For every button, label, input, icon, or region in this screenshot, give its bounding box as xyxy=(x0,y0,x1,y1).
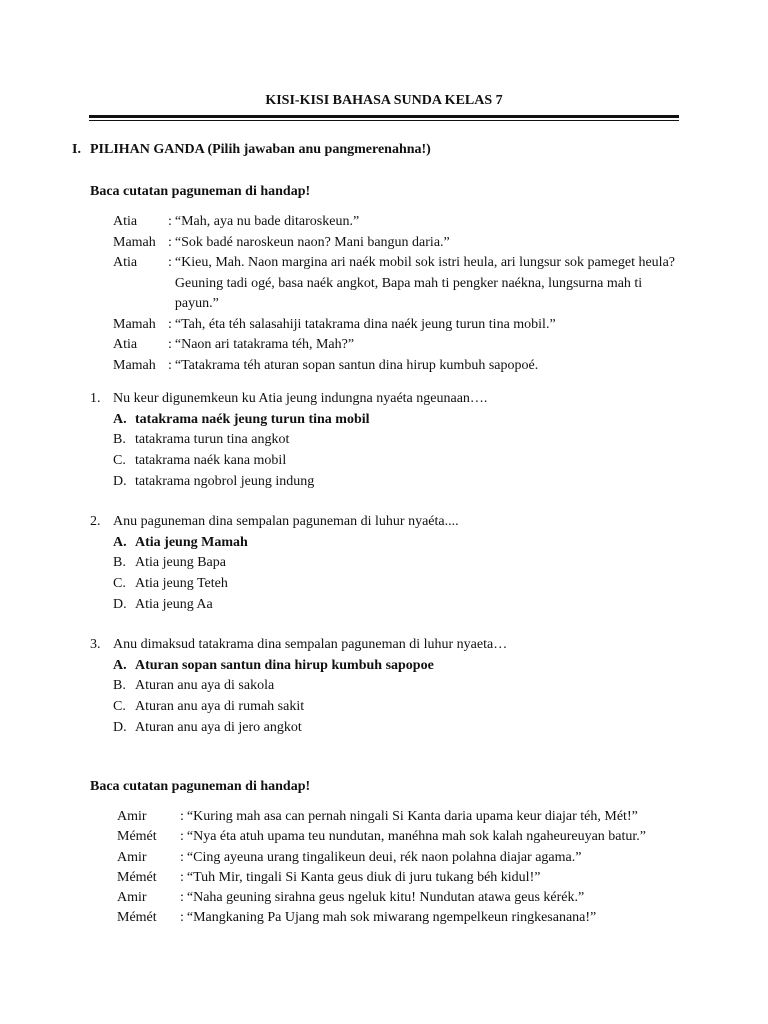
reading-instruction-2: Baca cutatan paguneman di handap! xyxy=(90,779,311,794)
speaker-separator: : xyxy=(180,849,184,865)
dialog-line xyxy=(117,848,687,868)
question-stem xyxy=(90,389,690,410)
dialog-text: “Mangkaning Pa Ujang mah sok miwarang ngempelkeun ringkesanana!” xyxy=(186,910,597,926)
dialog-line xyxy=(117,827,687,847)
answer-option xyxy=(90,553,690,574)
dialog-line xyxy=(113,212,683,233)
dialog-text: “Tuh Mir, tingali Si Kanta geus diuk di juru tukang béh kidul!” xyxy=(186,869,541,885)
speaker-name: Amir xyxy=(117,809,147,824)
speaker-separator: : xyxy=(180,890,184,906)
answer-option xyxy=(90,472,690,493)
dialog-text: “Naha geuning sirahna geus ngeluk kitu! Nundutan atawa geus kérék.” xyxy=(186,890,585,906)
option-text: tatakrama naék jeung turun tina mobil xyxy=(135,411,370,427)
option-letter: C. xyxy=(113,453,126,469)
option-letter: B. xyxy=(113,555,126,571)
section-number: I. xyxy=(72,142,81,157)
dialog-line xyxy=(117,807,687,827)
option-letter: D. xyxy=(113,719,127,735)
option-text: tatakrama ngobrol jeung indung xyxy=(135,473,315,489)
speaker-separator: : xyxy=(168,316,172,332)
question-number: 1. xyxy=(90,391,101,406)
speaker-name: Mémét xyxy=(117,829,157,845)
dialog-text: “Mah, aya nu bade ditaroskeun.” xyxy=(174,214,360,229)
option-text: Atia jeung Aa xyxy=(135,596,213,612)
answer-option xyxy=(90,697,690,718)
speaker-name: Atia xyxy=(113,337,138,352)
option-text: Aturan anu aya di jero angkot xyxy=(135,719,302,735)
option-letter: C. xyxy=(113,699,126,715)
reading-instruction-1: Baca cutatan paguneman di handap! xyxy=(90,184,311,199)
speaker-name: Mémét xyxy=(117,869,157,885)
speaker-separator: : xyxy=(180,809,184,824)
option-letter: B. xyxy=(113,678,126,694)
question-number: 3. xyxy=(90,637,101,652)
speaker-separator: : xyxy=(168,357,172,373)
answer-option xyxy=(90,451,690,472)
dialog-line xyxy=(113,335,683,356)
answer-option xyxy=(90,595,690,616)
section-heading xyxy=(72,142,431,158)
dialog-line xyxy=(117,868,687,888)
question-text: Anu paguneman dina sempalan paguneman di luhur nyaéta.... xyxy=(113,514,459,529)
dialog-text: “Kieu, Mah. Naon margina ari naék mobil sok istri heula, ari lungsur sok pameget heula? Geuning tadi ogé, basa naék angkot, Bapa mah ti pengker naékna, lungsurna mah ti payun.” xyxy=(174,255,675,311)
speaker-separator: : xyxy=(180,869,184,885)
question-text: Nu keur digunemkeun ku Atia jeung indungna nyaéta ngeunaan…. xyxy=(113,391,488,406)
dialog-line xyxy=(113,233,683,254)
speaker-separator: : xyxy=(168,255,172,270)
dialog-line xyxy=(113,356,683,377)
option-text: tatakrama turun tina angkot xyxy=(135,432,290,448)
option-letter: D. xyxy=(113,596,127,612)
dialog-text: “Naon ari tatakrama téh, Mah?” xyxy=(174,337,355,352)
answer-option-correct xyxy=(90,533,690,554)
question-1 xyxy=(90,389,690,493)
option-letter: B. xyxy=(113,432,126,448)
question-stem xyxy=(90,635,690,656)
option-text: tatakrama naék kana mobil xyxy=(135,453,287,469)
dialog-line xyxy=(117,888,687,908)
speaker-name: Amir xyxy=(117,890,147,906)
answer-option-correct xyxy=(90,410,690,431)
speaker-name: Amir xyxy=(117,849,147,865)
answer-option xyxy=(90,430,690,451)
speaker-separator: : xyxy=(168,234,172,250)
speaker-name: Mamah xyxy=(113,357,156,373)
speaker-name: Mamah xyxy=(113,316,156,332)
answer-option xyxy=(90,718,690,739)
speaker-name: Mémét xyxy=(117,910,157,926)
option-letter: A. xyxy=(113,534,127,550)
speaker-separator: : xyxy=(168,337,172,352)
speaker-name: Mamah xyxy=(113,234,156,250)
title-divider xyxy=(89,115,679,121)
question-text: Anu dimaksud tatakrama dina sempalan paguneman di luhur nyaeta… xyxy=(113,637,508,652)
dialog-2 xyxy=(117,807,687,929)
question-stem xyxy=(90,512,690,533)
option-text: Atia jeung Mamah xyxy=(135,534,248,550)
answer-option xyxy=(90,676,690,697)
dialog-line xyxy=(117,908,687,928)
answer-option-correct xyxy=(90,656,690,677)
document-title: KISI-KISI BAHASA SUNDA KELAS 7 xyxy=(265,93,503,108)
question-number: 2. xyxy=(90,514,101,529)
option-text: Aturan anu aya di sakola xyxy=(135,678,275,694)
dialog-text: “Kuring mah asa can pernah ningali Si Kanta daria upama keur diajar téh, Mét!” xyxy=(186,809,638,824)
dialog-text: “Tah, éta téh salasahiji tatakrama dina naék jeung turun tina mobil.” xyxy=(174,316,556,332)
option-text: Aturan anu aya di rumah sakit xyxy=(135,699,305,715)
option-letter: C. xyxy=(113,576,126,592)
dialog-text: “Nya éta atuh upama teu nundutan, manéhna mah sok kalah ngaheureuyan batur.” xyxy=(186,829,646,845)
speaker-separator: : xyxy=(180,910,184,926)
speaker-separator: : xyxy=(180,829,184,845)
section-label: PILIHAN GANDA (Pilih jawaban anu pangmerenahna!) xyxy=(90,142,431,157)
answer-option xyxy=(90,574,690,595)
option-letter: A. xyxy=(113,657,127,673)
dialog-text: “Tatakrama téh aturan sopan santun dina hirup kumbuh sapopoé. xyxy=(174,357,539,373)
option-text: Atia jeung Teteh xyxy=(135,576,228,592)
option-letter: D. xyxy=(113,473,127,489)
dialog-1 xyxy=(113,212,683,376)
question-3 xyxy=(90,635,690,739)
option-text: Atia jeung Bapa xyxy=(135,555,226,571)
dialog-line xyxy=(113,253,683,315)
option-text: Aturan sopan santun dina hirup kumbuh sapopoe xyxy=(135,657,434,673)
dialog-text: “Sok badé naroskeun naon? Mani bangun daria.” xyxy=(174,234,450,250)
option-letter: A. xyxy=(113,411,127,427)
speaker-name: Atia xyxy=(113,255,138,270)
dialog-line xyxy=(113,315,683,336)
speaker-name: Atia xyxy=(113,214,138,229)
speaker-separator: : xyxy=(168,214,172,229)
question-2 xyxy=(90,512,690,616)
dialog-text: “Cing ayeuna urang tingalikeun deui, rék naon polahna diajar agama.” xyxy=(186,849,582,865)
